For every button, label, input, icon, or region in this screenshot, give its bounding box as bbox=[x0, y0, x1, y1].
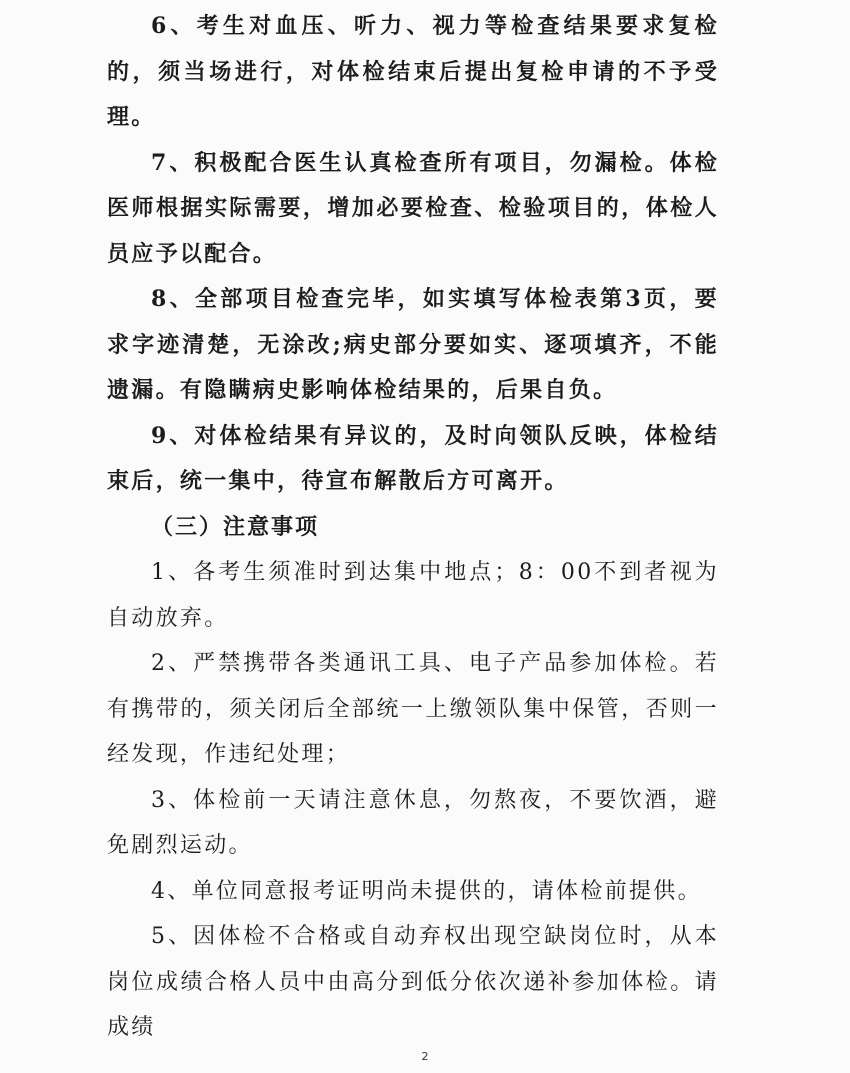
notice-item-4: 4、单位同意报考证明尚未提供的，请体检前提供。 bbox=[151, 878, 702, 904]
notice-item-1: 1、各考生须准时到达集中地点；8：00不到者视为自动放弃。 bbox=[107, 560, 719, 631]
page-number: 2 bbox=[421, 1050, 429, 1063]
notice-item-5: 5、因体检不合格或自动弃权出现空缺岗位时，从本岗位成绩合格人员中由高分到低分依次递补参加体检。请成绩 bbox=[107, 924, 719, 1040]
paragraph-item-8: 8、全部项目检查完毕，如实填写体检表第3页，要求字迹清楚，无涂改;病史部分要如实、逐项填齐，不能遗漏。有隐瞒病史影响体检结果的，后果自负。 bbox=[107, 286, 719, 403]
document-body bbox=[107, 4, 719, 1051]
paragraph-item-7: 7、积极配合医生认真检查所有项目，勿漏检。体检医师根据实际需要，增加必要检查、检验项目的，体检人员应予以配合。 bbox=[107, 149, 719, 267]
notice-item-2: 2、严禁携带各类通讯工具、电子产品参加体检。若有携带的，须关闭后全部统一上缴领队集中保管，否则一经发现，作违纪处理； bbox=[107, 651, 719, 767]
section-heading: （三）注意事项 bbox=[151, 513, 320, 540]
paragraph-item-9: 9、对体检结果有异议的，及时向领队反映，体检结束后，统一集中，待宣布解散后方可离开。 bbox=[107, 422, 719, 494]
notice-item-3: 3、体检前一天请注意休息，勿熬夜，不要饮酒，避免剧烈运动。 bbox=[107, 787, 719, 858]
paragraph-item-6: 6、考生对血压、听力、视力等检查结果要求复检的，须当场进行，对体检结束后提出复检申请的不予受理。 bbox=[107, 13, 719, 130]
